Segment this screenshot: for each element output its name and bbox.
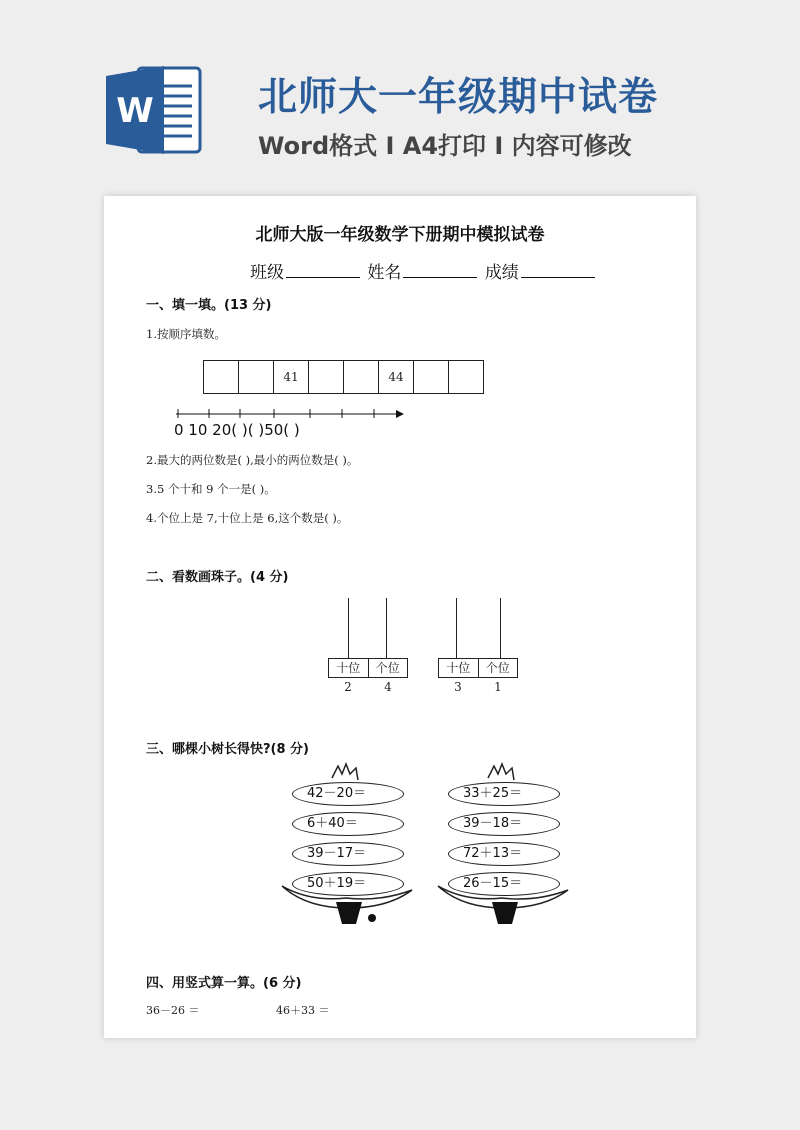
tens-rod [348, 598, 349, 658]
tens-rod [456, 598, 457, 658]
sequence-box[interactable] [344, 361, 379, 393]
sequence-box[interactable]: 41 [274, 361, 309, 393]
sequence-box[interactable] [204, 361, 239, 393]
word-logo-icon [102, 62, 206, 158]
abacus-numbers [438, 680, 518, 694]
ones-rod [386, 598, 387, 658]
tree-2 [436, 762, 576, 932]
abacus-1 [328, 598, 408, 694]
abacus-numbers [328, 680, 408, 694]
sequence-box[interactable] [309, 361, 344, 393]
sequence-box[interactable] [449, 361, 483, 393]
section-3-heading: 三、哪棵小树长得快?(8 分) [146, 742, 309, 757]
score-blank[interactable] [521, 263, 595, 278]
ones-digit: 1 [494, 680, 502, 694]
question-1: 1.按顺序填数。 [146, 327, 226, 341]
banner-subtitle: Word格式 I A4打印 I 内容可修改 [258, 132, 632, 160]
banner-title: 北师大一年级期中试卷 [258, 75, 659, 120]
abacus-2 [438, 598, 518, 694]
tens-digit: 2 [344, 680, 352, 694]
number-line-labels: 0 10 20( )( )50( ) [174, 421, 300, 439]
tree-1-problem-3[interactable]: 39－17＝ [292, 842, 404, 866]
section-2-heading: 二、看数画珠子。(4 分) [146, 570, 289, 585]
ones-label: 个位 [485, 661, 510, 675]
banner [0, 0, 800, 190]
tree-1 [280, 762, 420, 932]
name-label: 姓名 [367, 263, 402, 283]
tree-2-problem-1[interactable]: 33＋25＝ [448, 782, 560, 806]
student-info-line [250, 258, 597, 283]
ones-rod [500, 598, 501, 658]
section-1-heading: 一、填一填。(13 分) [146, 298, 272, 313]
ones-digit: 4 [384, 680, 392, 694]
document-title: 北师大版一年级数学下册期中模拟试卷 [255, 225, 545, 245]
question-2: 2.最大的两位数是( ),最小的两位数是( )。 [146, 453, 359, 467]
name-blank[interactable] [403, 263, 477, 278]
tree-1-problem-1[interactable]: 42－20＝ [292, 782, 404, 806]
class-blank[interactable] [286, 263, 360, 278]
vertical-calc-problem: 36－26 ＝ [146, 1004, 200, 1017]
tree-1-problem-4[interactable]: 50＋19＝ [292, 872, 404, 896]
question-4: 4.个位上是 7,十位上是 6,这个数是( )。 [146, 511, 349, 525]
tens-digit: 3 [454, 680, 462, 694]
tens-label: 十位 [329, 659, 369, 677]
tens-label: 十位 [439, 659, 479, 677]
sequence-box[interactable] [239, 361, 274, 393]
tree-1-problem-2[interactable]: 6＋40＝ [292, 812, 404, 836]
ones-label: 个位 [375, 661, 400, 675]
abacus-base [438, 658, 518, 678]
section-4-heading: 四、用竖式算一算。(6 分) [146, 976, 302, 991]
sequence-boxes [203, 360, 484, 394]
question-3: 3.5 个十和 9 个一是( )。 [146, 482, 276, 496]
tree-2-problem-4[interactable]: 26－15＝ [448, 872, 560, 896]
document-page [104, 196, 696, 1038]
sequence-box[interactable]: 44 [379, 361, 414, 393]
svg-text:W: W [116, 91, 154, 131]
abacus-base [328, 658, 408, 678]
tree-2-problem-2[interactable]: 39－18＝ [448, 812, 560, 836]
tree-2-problem-3[interactable]: 72＋13＝ [448, 842, 560, 866]
vertical-calc-problem: 46＋33 ＝ [276, 1004, 330, 1017]
class-label: 班级 [250, 263, 284, 283]
score-label: 成绩 [484, 263, 519, 283]
sequence-box[interactable] [414, 361, 449, 393]
